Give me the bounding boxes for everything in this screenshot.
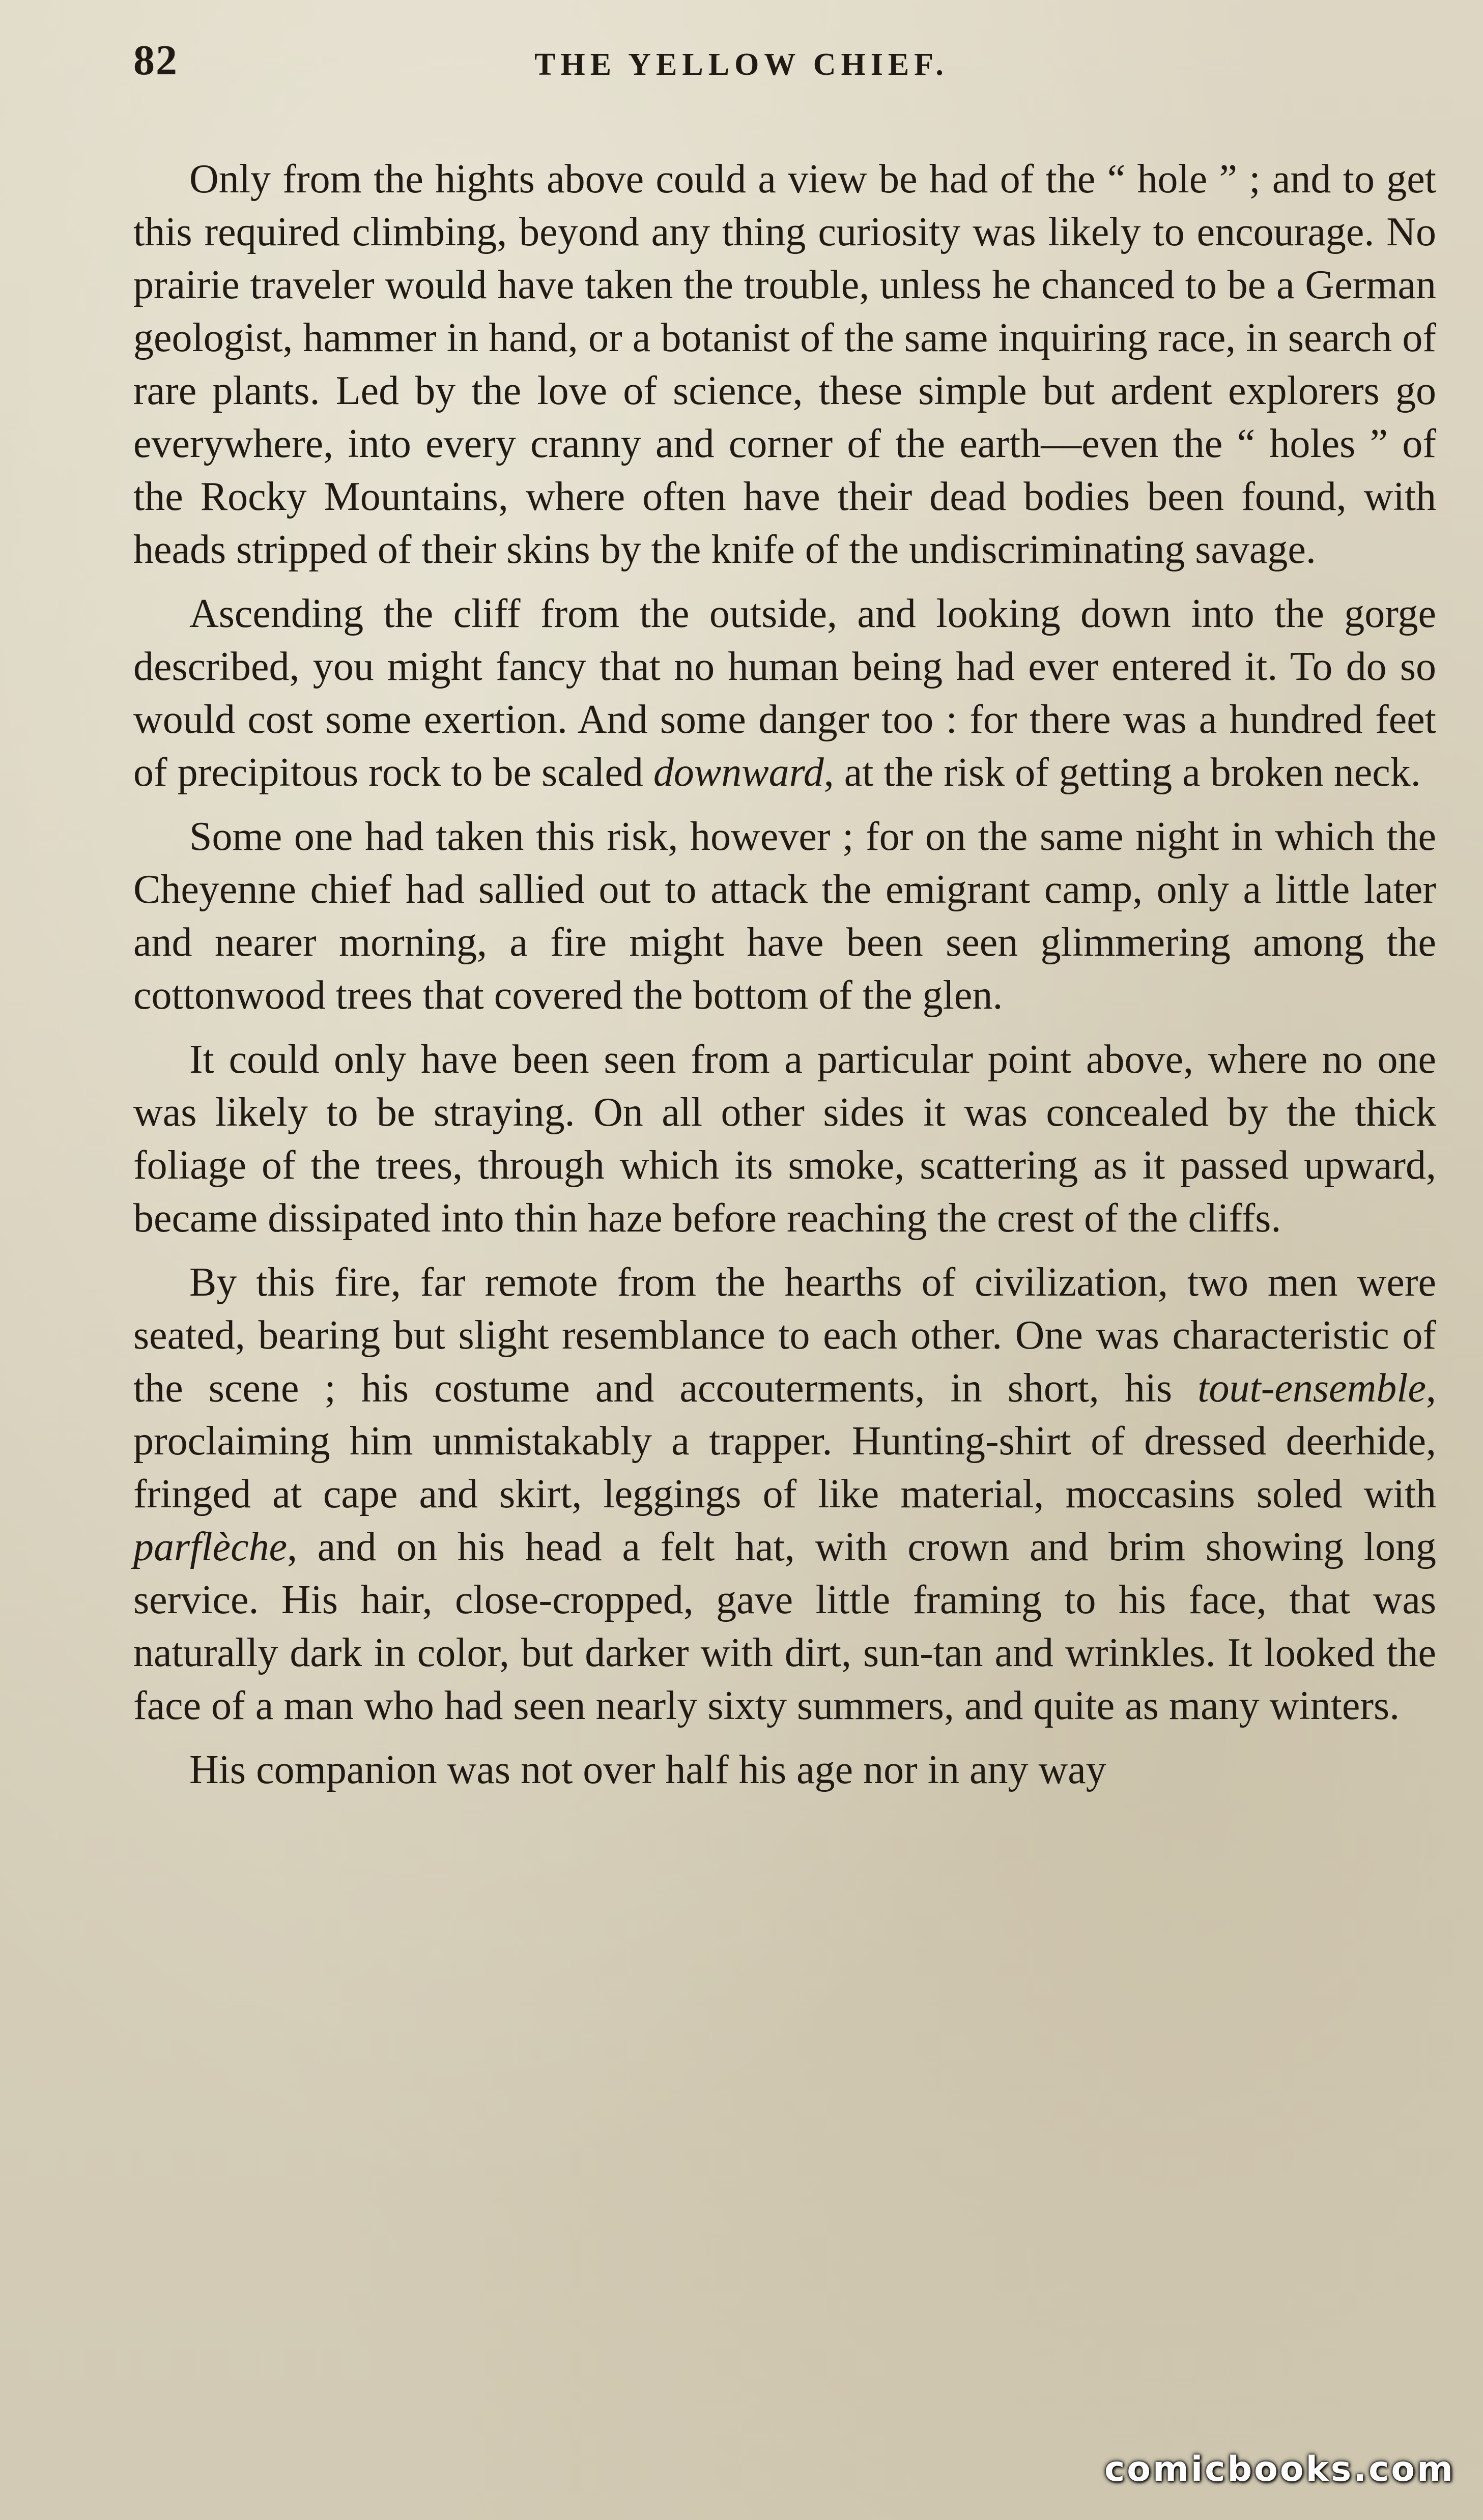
- paragraph: [133, 810, 1436, 1022]
- italic-text: tout-ensemble: [1197, 1366, 1426, 1411]
- italic-text: downward: [653, 750, 824, 795]
- paragraph-text: Some one had taken this risk, however ; for on the same night in which the Cheyenne chief had sallied out to attack the emigrant camp, only a little later and nearer morning, a fire might have been seen glimmering among the cottonwood trees that covered the bottom of the glen.: [133, 814, 1436, 1018]
- paragraph-text: , at the risk of getting a broken neck.: [823, 750, 1421, 795]
- page-number: 82: [133, 37, 178, 84]
- paragraph-text: Ascending the cliff from the outside, and looking down into the gorge described, you might fancy that no human being had ever entered it. To do so would cost some exertion. And some danger too : for there was a hundred feet of precipitous rock to be scaled: [133, 591, 1436, 795]
- paragraph-text: Only from the hights above could a view be had of the “ hole ” ; and to get this required climbing, beyond any thing curiosity was likely to encourage. No prairie traveler would have taken the trouble, unless he chanced to be a German geologist, hammer in hand, or a botanist of the same inquiring race, in search of rare plants. Led by the love of science, these simple but ardent explorers go everywhere, into every cranny and corner of the earth—even the “ holes ” of the Rocky Mountains, where often have their dead bodies been found, with heads stripped of their skins by the knife of the undiscriminating savage.: [133, 157, 1436, 572]
- italic-text: parflèche: [133, 1525, 288, 1569]
- page-header: [0, 36, 1483, 102]
- body-text: [133, 153, 1436, 1808]
- paragraph: [133, 587, 1436, 799]
- paragraph: [133, 1743, 1436, 1796]
- paragraph-text: , proclaiming him unmistakably a trapper. Hunting-shirt of dressed deerhide, fringed at cape and skirt, leggings of like material, moccasins soled with: [133, 1366, 1436, 1516]
- paragraph: [133, 1256, 1436, 1732]
- paragraph-text: , and on his head a felt hat, with crown and brim showing long service. His hair, close-cropped, gave little framing to his face, that was naturally dark in color, but darker with dirt, sun-tan and wrinkles. It looked the face of a man who had seen nearly sixty summers, and quite as many winters.: [133, 1525, 1436, 1728]
- paragraph-text: It could only have been seen from a particular point above, where no one was likely to be straying. On all other sides it was concealed by the thick foliage of the trees, through which its smoke, scattering as it passed upward, became dissipated into thin haze before reaching the crest of the cliffs.: [133, 1037, 1436, 1241]
- watermark: comicbooks.com: [1104, 2449, 1455, 2489]
- paragraph: [133, 153, 1436, 576]
- running-head: THE YELLOW CHIEF.: [534, 47, 949, 82]
- paragraph: [133, 1033, 1436, 1245]
- paragraph-text: His companion was not over half his age nor in any way: [189, 1748, 1106, 1792]
- paragraph-text: By this fire, far remote from the hearths of civilization, two men were seated, bearing but slight resemblance to each other. One was characteristic of the scene ; his costume and accouterments, in short, his: [133, 1260, 1436, 1411]
